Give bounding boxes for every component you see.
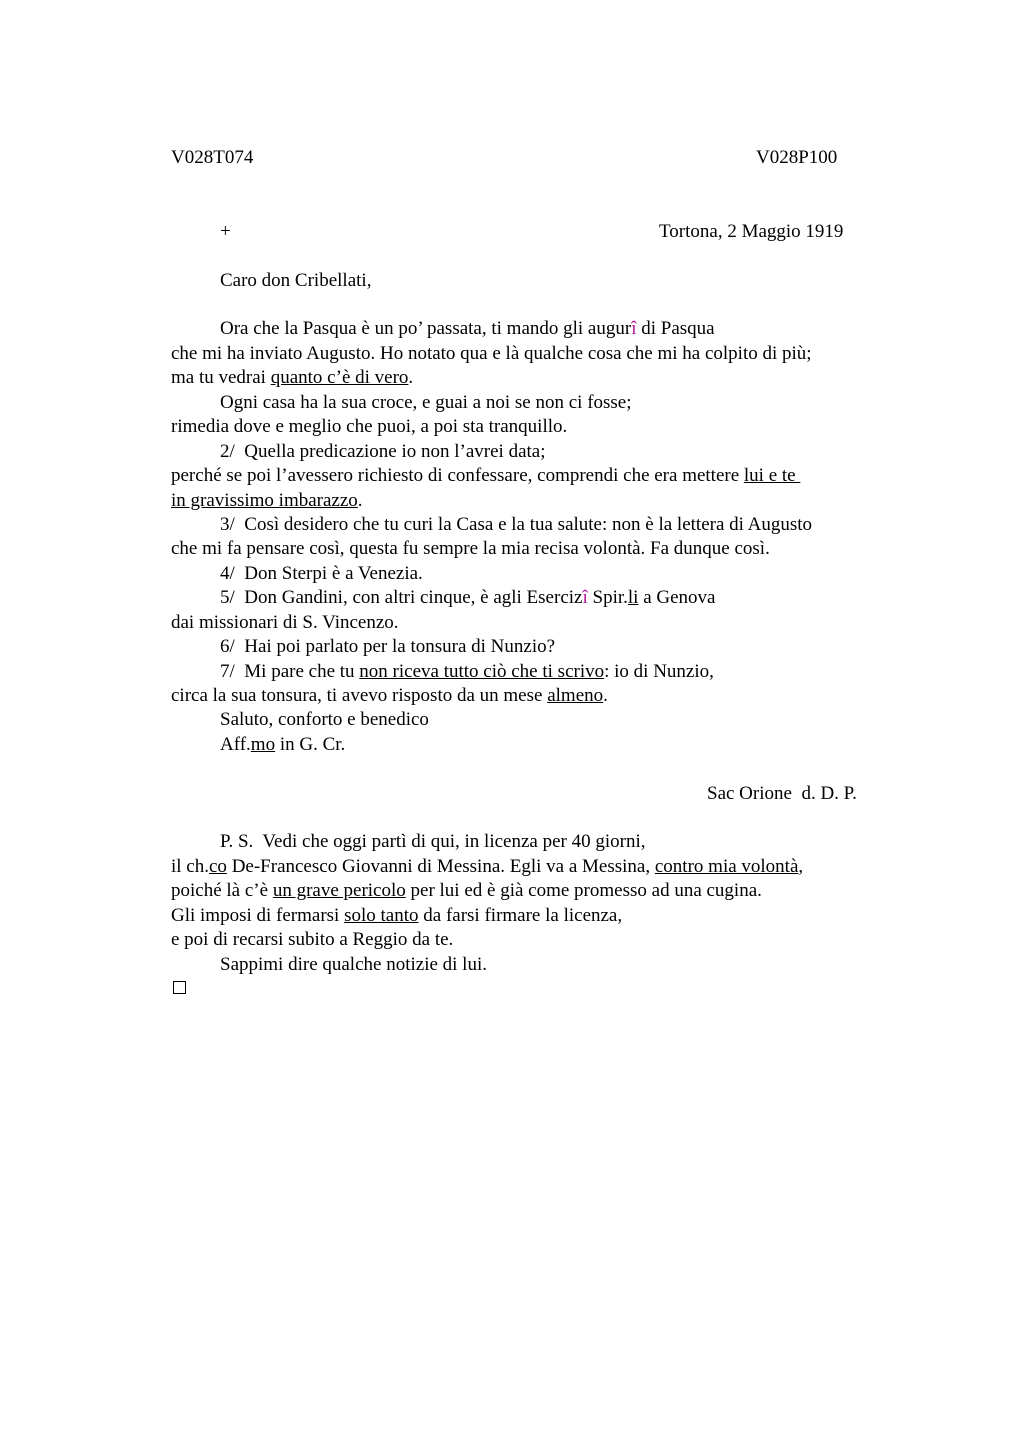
postscript-line: Sappimi dire qualche notizie di lui.: [220, 954, 487, 975]
body-line: 2/ Quella predicazione io non l’avrei data;: [220, 441, 546, 462]
body-line: che mi fa pensare così, questa fu sempre la mia recisa volontà. Fa dunque così.: [171, 538, 770, 559]
body-line: circa la sua tonsura, ti avevo risposto da un mese almeno.: [171, 685, 608, 706]
body-line: dai missionari di S. Vincenzo.: [171, 612, 399, 633]
body-line: 4/ Don Sterpi è a Venezia.: [220, 563, 423, 584]
underlined-text: almeno: [547, 685, 604, 706]
body-line: Ogni casa ha la sua croce, e guai a noi se non ci fosse;: [220, 392, 632, 413]
underlined-text: contro mia volontà: [654, 856, 799, 877]
underlined-text: lui e te: [743, 465, 801, 486]
circumflex-mark: î: [582, 587, 588, 608]
postscript-line: e poi di recarsi subito a Reggio da te.: [171, 929, 454, 950]
body-line: 6/ Hai poi parlato per la tonsura di Nunzio?: [220, 636, 556, 657]
closing-line: Aff.mo in G. Cr.: [220, 734, 346, 755]
body-line: 5/ Don Gandini, con altri cinque, è agli Esercizî Spir.li a Genova: [220, 587, 716, 608]
body-line: 3/ Così desidero che tu curi la Casa e la tua salute: non è la lettera di Augusto: [220, 514, 813, 535]
place-date: Tortona, 2 Maggio 1919: [659, 221, 844, 242]
body-line: perché se poi l’avessero richiesto di confessare, comprendi che era mettere lui e te: [171, 465, 801, 486]
body-line: Ora che la Pasqua è un po’ passata, ti mando gli augurî di Pasqua: [220, 318, 715, 339]
signature: Sac Orione d. D. P.: [707, 783, 857, 804]
body-line: che mi ha inviato Augusto. Ho notato qua e là qualche cosa che mi ha colpito di più;: [171, 343, 812, 364]
underlined-text: li: [627, 587, 639, 608]
salutation: Caro don Cribellati,: [220, 270, 372, 291]
document-code-left: V028T074: [171, 147, 254, 168]
postscript-line: poiché là c’è un grave pericolo per lui ed è già come promesso ad una cugina.: [171, 880, 762, 901]
underlined-text: mo: [250, 734, 276, 755]
underlined-text: solo tanto: [344, 905, 419, 926]
cross-symbol: +: [220, 221, 231, 242]
body-line: rimedia dove e meglio che puoi, a poi sta tranquillo.: [171, 416, 568, 437]
closing-line: Saluto, conforto e benedico: [220, 709, 429, 730]
underlined-text: non riceva tutto ciò che ti scrivo: [359, 661, 605, 682]
postscript-line: P. S. Vedi che oggi partì di qui, in licenza per 40 giorni,: [220, 831, 646, 852]
underlined-text: co: [209, 856, 227, 877]
circumflex-mark: î: [631, 318, 637, 339]
underlined-text: in gravissimo imbarazzo: [171, 490, 358, 511]
document-code-right: V028P100: [756, 147, 838, 168]
body-line: in gravissimo imbarazzo.: [171, 490, 363, 511]
postscript-line: il ch.co De-Francesco Giovanni di Messina. Egli va a Messina, contro mia volontà,: [171, 856, 804, 877]
postscript-line: Gli imposi di fermarsi solo tanto da farsi firmare la licenza,: [171, 905, 623, 926]
body-line: 7/ Mi pare che tu non riceva tutto ciò che ti scrivo: io di Nunzio,: [220, 661, 714, 682]
body-line: ma tu vedrai quanto c’è di vero.: [171, 367, 414, 388]
underlined-text: un grave pericolo: [272, 880, 406, 901]
underlined-text: quanto c’è di vero: [270, 367, 409, 388]
end-square-icon: [173, 981, 186, 994]
